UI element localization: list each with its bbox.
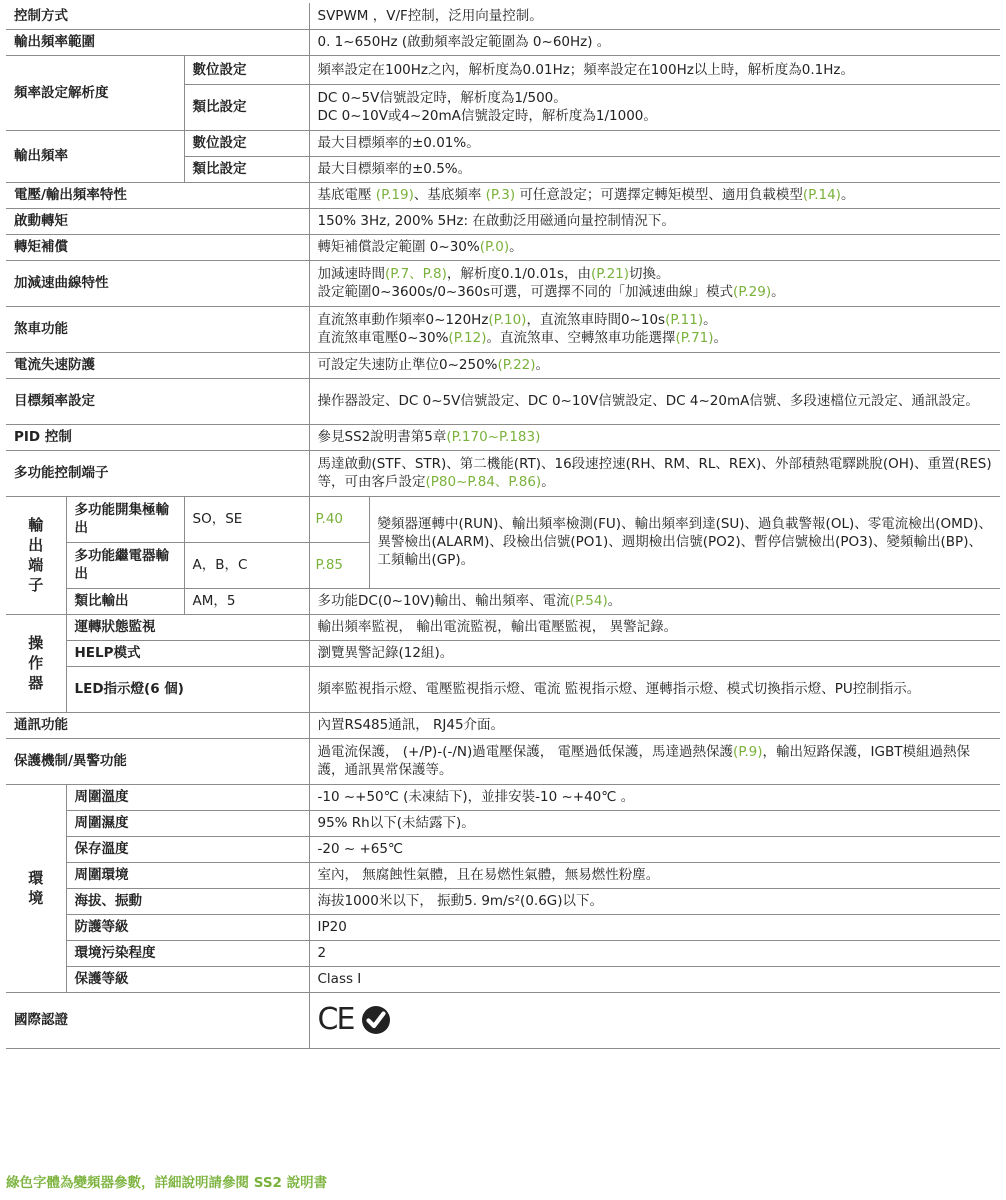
param-ref: (P.7、P.8) (385, 266, 447, 282)
row-value: 參見SS2說明書第5章(P.170~P.183) (309, 424, 1000, 450)
row-env-3 (6, 862, 1000, 888)
row-operator-help (6, 640, 1000, 666)
row-label: 保護機制/異警功能 (6, 738, 309, 784)
row-value: 頻率設定在100Hz之內，解析度為0.01Hz；頻率設定在100Hz以上時，解析度為0.1Hz。 (309, 55, 1000, 84)
row-env-7 (6, 966, 1000, 992)
sub-label: 周圍濕度 (66, 810, 309, 836)
row-target-freq (6, 378, 1000, 424)
row-label: 頻率設定解析度 (6, 55, 184, 130)
rcm-mark-icon (361, 1005, 391, 1035)
row-label: 輸出頻率 (6, 130, 184, 182)
row-comm (6, 712, 1000, 738)
row-value: 95% Rh以下(未結露下)。 (309, 810, 1000, 836)
terminal-names: AM，5 (184, 588, 309, 614)
row-output-oc (6, 496, 1000, 542)
row-value (309, 992, 1000, 1048)
sub-label: 周圍溫度 (66, 784, 309, 810)
row-value: 變頻器運轉中(RUN)、輸出頻率檢測(FU)、輸出頻率到達(SU)、過負載警報(OL)、零電流檢出(OMD)、異警檢出(ALARM)、段檢出信號(PO1)、週期檢出信號(PO2)、暫停信號檢出(PO3)、變頻輸出(BP)、工頻輸出(GP)。 (369, 496, 1000, 588)
row-label: 電流失速防護 (6, 352, 309, 378)
row-label: 控制方式 (6, 3, 309, 29)
row-value: 0. 1~650Hz (啟動頻率設定範圍為 0~60Hz) 。 (309, 29, 1000, 55)
param-ref: (P.11) (665, 312, 704, 328)
param-ref: (P.3) (485, 187, 516, 203)
row-value (309, 84, 1000, 130)
row-freq-range (6, 29, 1000, 55)
row-start-torque (6, 208, 1000, 234)
sub-label: 防護等級 (66, 914, 309, 940)
row-value: 多功能DC(0~10V)輸出、輸出頻率、電流(P.54)。 (309, 588, 1000, 614)
row-label: 啟動轉矩 (6, 208, 309, 234)
spec-table (6, 3, 1000, 1049)
param-ref: (P.71) (675, 330, 714, 346)
row-stall (6, 352, 1000, 378)
param-ref: (P.12) (448, 330, 487, 346)
value-line: DC 0~5V信號設定時，解析度為1/500。 (317, 90, 567, 106)
group-operator: 操作器 (6, 614, 66, 712)
sub-label: LED指示燈(6 個) (66, 666, 309, 712)
param-ref: P.85 (309, 542, 369, 588)
row-value: Class I (309, 966, 1000, 992)
param-ref: (P.9) (733, 744, 763, 760)
value-line: DC 0~10V或4~20mA信號設定時，解析度為1/1000。 (317, 108, 657, 124)
row-env-2 (6, 836, 1000, 862)
row-pid (6, 424, 1000, 450)
row-value: 過電流保護， (+/P)-(-/N)過電壓保護， 電壓過低保護，馬達過熱保護(P.9)，輸出短路保護，IGBT模組過熱保護，通訊異常保護等。 (309, 738, 1000, 784)
param-ref: (P.29) (733, 284, 772, 300)
terminal-names: A，B，C (184, 542, 309, 588)
row-value: 內置RS485通訊， RJ45介面。 (309, 712, 1000, 738)
sub-label: 海拔、振動 (66, 888, 309, 914)
ce-mark-icon: CE (317, 1002, 354, 1037)
row-value: 瀏覽異警記錄(12組)。 (309, 640, 1000, 666)
row-label: 多功能控制端子 (6, 450, 309, 496)
row-certification (6, 992, 1000, 1048)
sub-label: 周圍環境 (66, 862, 309, 888)
row-control-mode (6, 3, 1000, 29)
sub-label: 多功能開集極輸出 (66, 496, 184, 542)
sub-label: 數位設定 (184, 130, 309, 156)
row-label: 加減速曲線特性 (6, 260, 309, 306)
row-env-4 (6, 888, 1000, 914)
row-value: -20 ~ +65℃ (309, 836, 1000, 862)
row-value: IP20 (309, 914, 1000, 940)
row-value: 頻率監視指示燈、電壓監視指示燈、電流 監視指示燈、運轉指示燈、模式切換指示燈、PU控制指示。 (309, 666, 1000, 712)
row-value: 室內， 無腐蝕性氣體，且在易燃性氣體，無易燃性粉塵。 (309, 862, 1000, 888)
group-output-terminal: 輸出端子 (6, 496, 66, 614)
row-value: 操作器設定、DC 0~5V信號設定、DC 0~10V信號設定、DC 4~20mA信號、多段速檔位元設定、通訊設定。 (309, 378, 1000, 424)
row-output-analog (6, 588, 1000, 614)
sub-label: 環境污染程度 (66, 940, 309, 966)
sub-label: 多功能繼電器輸出 (66, 542, 184, 588)
row-multi-terminal (6, 450, 1000, 496)
row-label: 通訊功能 (6, 712, 309, 738)
row-env-1 (6, 810, 1000, 836)
row-torque-boost (6, 234, 1000, 260)
row-label: PID 控制 (6, 424, 309, 450)
row-value: 海拔1000米以下， 振動5. 9m/s²(0.6G)以下。 (309, 888, 1000, 914)
row-value: 可設定失速防止準位0~250%(P.22)。 (309, 352, 1000, 378)
param-ref: (P.10) (488, 312, 527, 328)
sub-label: 保護等級 (66, 966, 309, 992)
sub-label: 保存溫度 (66, 836, 309, 862)
footer-note: 綠色字體為變頻器參數，詳細說明請參閱 SS2 說明書 (6, 1175, 328, 1191)
row-output-freq-digital (6, 130, 1000, 156)
value-line: 設定範圍0~3600s/0~360s可選，可選擇不同的「加減速曲線」模式(P.29)。 (317, 284, 785, 300)
row-value: 輸出頻率監視， 輸出電流監視，輸出電壓監視， 異警記錄。 (309, 614, 1000, 640)
row-label: 目標頻率設定 (6, 378, 309, 424)
param-ref: P.40 (309, 496, 369, 542)
param-ref: (P.22) (497, 357, 536, 373)
group-environment: 環境 (6, 784, 66, 992)
value-line: 直流煞車電壓0~30%(P.12)。直流煞車、空轉煞車功能選擇(P.71)。 (317, 330, 728, 346)
terminal-names: SO，SE (184, 496, 309, 542)
row-value: 最大目標頻率的±0.5%。 (309, 156, 1000, 182)
row-label: 國際認證 (6, 992, 309, 1048)
param-ref: (P.19) (375, 187, 414, 203)
row-value: 基底電壓 (P.19)、基底頻率 (P.3) 可任意設定；可選擇定轉矩模型、適用負載模型(P.14)。 (309, 182, 1000, 208)
sub-label: 運轉狀態監視 (66, 614, 309, 640)
param-ref: (P.0) (479, 239, 510, 255)
row-label: 電壓/輸出頻率特性 (6, 182, 309, 208)
row-label: 轉矩補償 (6, 234, 309, 260)
row-value: 轉矩補償設定範圍 0~30%(P.0)。 (309, 234, 1000, 260)
sub-label: 數位設定 (184, 55, 309, 84)
param-ref: (P.54) (569, 593, 608, 609)
param-ref: (P80~P.84、P.86) (425, 474, 542, 490)
row-vf-char (6, 182, 1000, 208)
row-freq-resolution-digital (6, 55, 1000, 84)
param-ref: (P.14) (802, 187, 841, 203)
row-value: 2 (309, 940, 1000, 966)
row-env-5 (6, 914, 1000, 940)
row-label: 煞車功能 (6, 306, 309, 352)
sub-label: 類比設定 (184, 84, 309, 130)
row-value: SVPWM ，V/F控制，泛用向量控制。 (309, 3, 1000, 29)
row-value: 最大目標頻率的±0.01%。 (309, 130, 1000, 156)
row-operator-monitor (6, 614, 1000, 640)
param-ref: (P.170~P.183) (446, 429, 541, 445)
value-line: 加減速時間(P.7、P.8)，解析度0.1/0.01s，由(P.21)切換。 (317, 266, 670, 282)
sub-label: HELP模式 (66, 640, 309, 666)
sub-label: 類比設定 (184, 156, 309, 182)
row-value (309, 260, 1000, 306)
row-value: -10 ~+50℃ (未凍結下)，並排安裝-10 ~+40℃ 。 (309, 784, 1000, 810)
row-value: 150% 3Hz, 200% 5Hz: 在啟動泛用磁通向量控制情況下。 (309, 208, 1000, 234)
row-protection (6, 738, 1000, 784)
row-brake (6, 306, 1000, 352)
value-line: 直流煞車動作頻率0~120Hz(P.10)，直流煞車時間0~10s(P.11)。 (317, 312, 717, 328)
row-operator-led (6, 666, 1000, 712)
row-env-6 (6, 940, 1000, 966)
param-ref: (P.21) (591, 266, 630, 282)
row-value: 馬達啟動(STF、STR)、第二機能(RT)、16段速控速(RH、RM、RL、REX)、外部積熱電驛跳脫(OH)、重置(RES)等，可由客戶設定(P80~P.84、P.86)。 (309, 450, 1000, 496)
row-env-0 (6, 784, 1000, 810)
row-label: 輸出頻率範圍 (6, 29, 309, 55)
row-accel-curve (6, 260, 1000, 306)
row-value (309, 306, 1000, 352)
sub-label: 類比輸出 (66, 588, 184, 614)
